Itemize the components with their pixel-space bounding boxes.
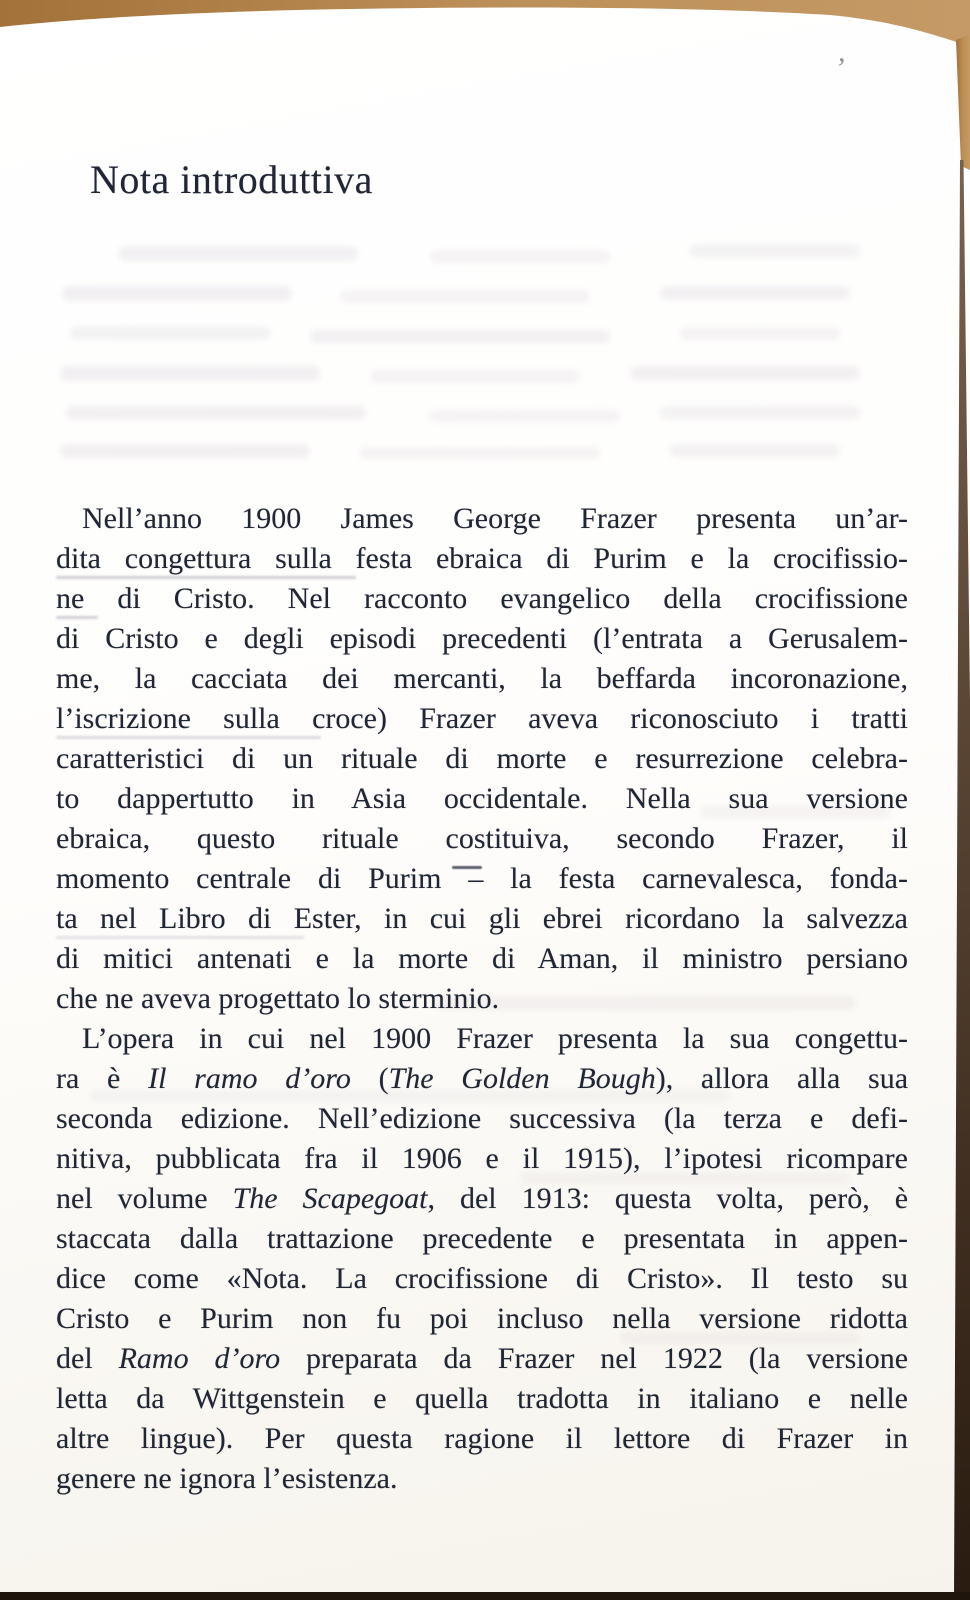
text-run: ta nel Libro di Ester, in cui gli ebrei ricordano la salvezza	[56, 902, 908, 935]
chapter-heading: Nota introduttiva	[90, 157, 373, 202]
text-line	[56, 1059, 908, 1099]
text-run: (	[350, 1062, 389, 1095]
italic-title-run: Il ramo d’oro	[148, 1062, 351, 1095]
text-line	[56, 699, 908, 739]
bleedthrough-smudge	[660, 406, 860, 419]
text-run: ra è	[56, 1062, 149, 1095]
bleedthrough-smudge	[60, 444, 310, 458]
bleedthrough-smudge	[118, 246, 358, 261]
text-line	[56, 819, 908, 859]
bleedthrough-smudge	[360, 447, 600, 459]
text-run: caratteristici di un rituale di morte e resurrezione celebra-	[56, 742, 908, 775]
bleedthrough-smudge	[340, 290, 590, 303]
text-run: dita congettura sulla festa ebraica di Purim e la crocifissio-	[56, 542, 908, 575]
bleedthrough-smudge	[62, 286, 292, 301]
text-line	[56, 1259, 908, 1299]
bleedthrough-smudge	[660, 286, 850, 300]
text-run: nitiva, pubblicata fra il 1906 e il 1915), l’ipotesi ricompare	[56, 1142, 908, 1175]
desk-top-edge	[0, 0, 970, 46]
text-run: di Cristo e degli episodi precedenti (l’entrata a Gerusalem-	[56, 622, 908, 655]
bleedthrough-smudge	[630, 366, 860, 380]
text-run: di mitici antenati e la morte di Aman, il ministro persiano	[56, 942, 908, 975]
text-run: seconda edizione. Nell’edizione successiva (la terza e defi-	[56, 1102, 908, 1135]
text-line	[56, 779, 908, 819]
text-block	[56, 499, 908, 1499]
desk-right-top-edge	[956, 34, 970, 170]
text-run: staccata dalla trattazione precedente e presentata in appen-	[56, 1222, 908, 1255]
text-run: Nell’anno 1900 James George Frazer presenta un’ar-	[82, 502, 908, 535]
text-line	[56, 579, 908, 619]
text-line	[56, 499, 908, 539]
bleedthrough-smudge	[690, 244, 860, 258]
text-run: genere ne ignora l’esistenza.	[56, 1462, 398, 1495]
bleedthrough-smudge	[370, 370, 580, 383]
italic-title-run: Ramo d’oro	[118, 1342, 281, 1375]
italic-title-run: The Scapegoat	[232, 1182, 428, 1215]
text-run: nel volume	[56, 1182, 233, 1215]
text-run: altre lingue). Per questa ragione il lettore di Frazer in	[56, 1422, 908, 1455]
text-line	[56, 739, 908, 779]
text-line	[56, 1419, 908, 1459]
text-line	[56, 899, 908, 939]
bleedthrough-smudge	[60, 366, 320, 381]
bleedthrough-smudge	[310, 330, 610, 343]
text-line	[56, 979, 908, 1019]
text-run: to dappertutto in Asia occidentale. Nella sua versione	[56, 782, 908, 815]
bleedthrough-smudge	[680, 327, 840, 340]
bleedthrough-smudge	[66, 406, 366, 420]
text-line	[56, 1219, 908, 1259]
text-line	[56, 1379, 908, 1419]
text-run: letta da Wittgenstein e quella tradotta in italiano e nelle	[56, 1382, 908, 1415]
text-run: ), allora alla sua	[655, 1062, 908, 1095]
text-run: me, la cacciata dei mercanti, la beffarda incoronazione,	[56, 662, 908, 695]
text-run: del	[56, 1342, 119, 1375]
bleedthrough-smudge	[430, 250, 610, 263]
text-line	[56, 939, 908, 979]
text-line	[56, 659, 908, 699]
bleedthrough-smudge	[670, 444, 840, 457]
text-run: preparata da Frazer nel 1922 (la versione	[280, 1342, 908, 1375]
bleedthrough-smudge	[430, 410, 620, 422]
italic-title-run: The Golden Bough	[388, 1062, 656, 1095]
text-run: dice come «Nota. La crocifissione di Cristo». Il testo su	[56, 1262, 908, 1295]
text-line	[56, 1019, 908, 1059]
book-right-edge	[954, 160, 970, 1600]
text-run: l’iscrizione sulla croce) Frazer aveva riconosciuto i tratti	[56, 702, 908, 735]
stray-ink-mark: ’	[834, 51, 848, 86]
text-line	[56, 1179, 908, 1219]
text-run: ne di Cristo. Nel racconto evangelico della crocifissione	[56, 582, 908, 615]
text-run: L’opera in cui nel 1900 Frazer presenta la sua congettu-	[82, 1022, 908, 1055]
text-run: ebraica, questo rituale costituiva, secondo Frazer, il	[56, 822, 908, 855]
text-line	[56, 1099, 908, 1139]
text-run: Cristo e Purim non fu poi incluso nella versione ridotta	[56, 1302, 908, 1335]
text-line	[56, 1299, 908, 1339]
book-bottom-edge	[0, 1592, 970, 1600]
text-line	[56, 539, 908, 579]
text-line	[56, 1339, 908, 1379]
bleedthrough-smudge	[70, 326, 270, 340]
text-run: che ne aveva progettato lo sterminio.	[56, 982, 500, 1015]
text-line	[56, 859, 908, 899]
text-line	[56, 619, 908, 659]
text-line	[56, 1139, 908, 1179]
text-line	[56, 1459, 908, 1499]
text-run: momento centrale di Purim – la festa carnevalesca, fonda-	[56, 862, 908, 895]
text-run: , del 1913: questa volta, però, è	[427, 1182, 908, 1215]
